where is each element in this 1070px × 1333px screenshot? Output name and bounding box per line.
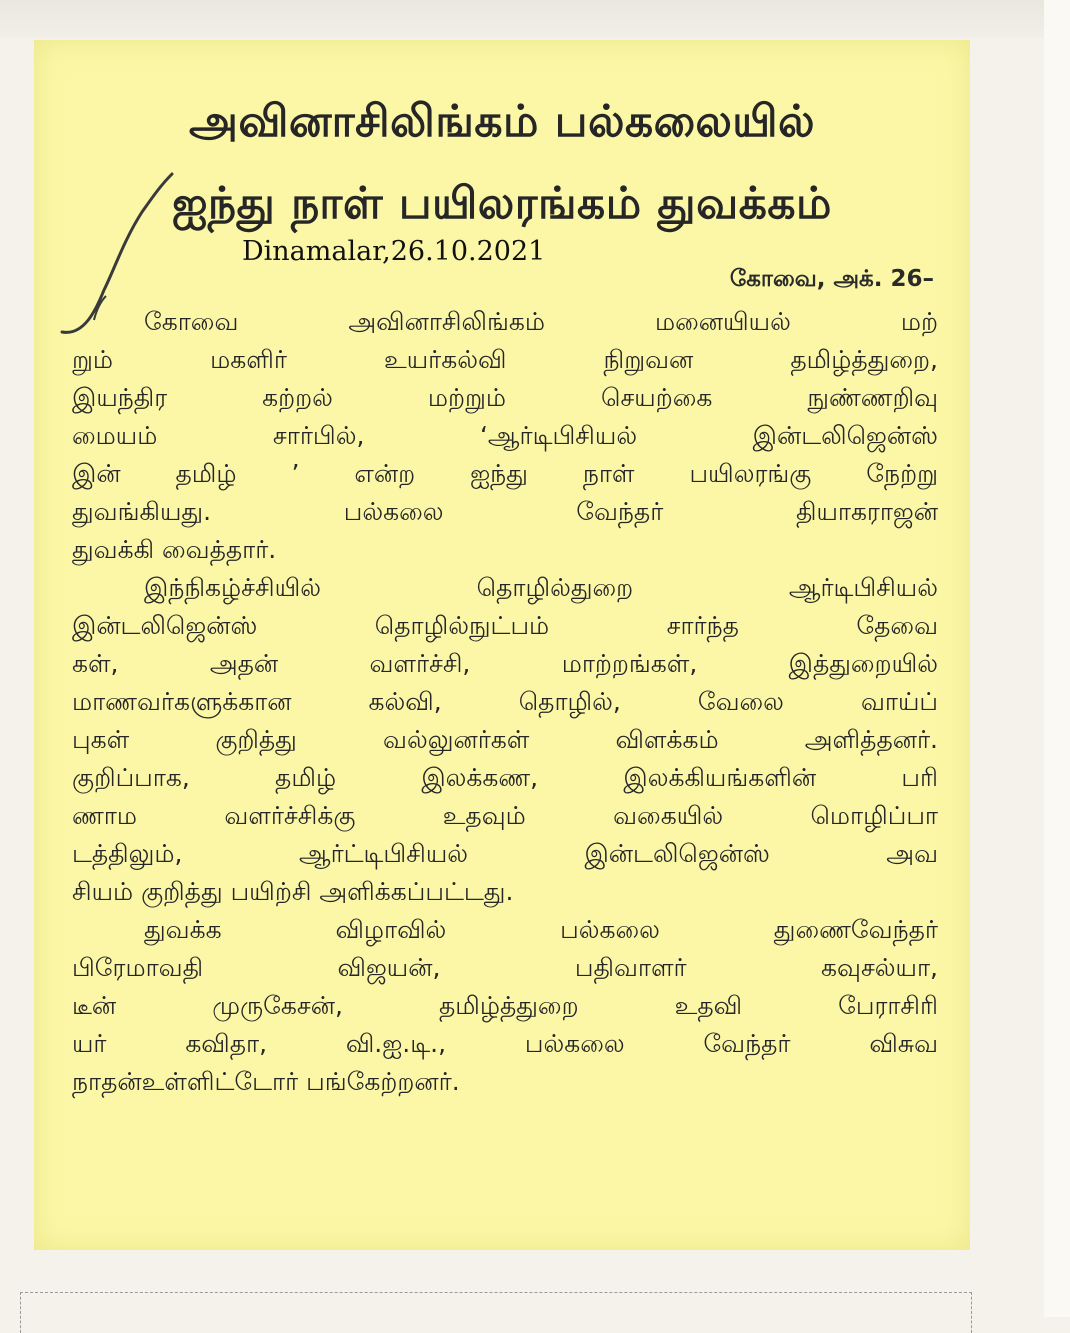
body-line: கோவை அவினாசிலிங்கம் மனையியல் மற் <box>144 307 938 336</box>
dateline: கோவை, அக். 26– <box>729 266 934 292</box>
page-top-strip <box>0 0 1070 38</box>
body-line: நாதன்உள்ளிட்டோர் பங்கேற்றனர். <box>72 1067 460 1096</box>
body-line: மாணவர்களுக்கான கல்வி, தொழில், வேலை வாய்ப் <box>72 687 938 716</box>
body-line: யர் கவிதா, வி.ஐ.டி., பல்கலை வேந்தர் விசுவ <box>72 1029 938 1058</box>
newspaper-clipping <box>34 40 970 1250</box>
page-edge <box>1044 0 1070 1317</box>
body-line: பிரேமாவதி விஜயன், பதிவாளர் கவுசல்யா, <box>72 953 938 982</box>
source-date-note: Dinamalar,26.10.2021 <box>242 236 546 267</box>
body-line: இன்டலிஜென்ஸ் தொழில்நுட்பம் சார்ந்த தேவை <box>72 611 938 640</box>
body-line: துவங்கியது. பல்கலை வேந்தர் தியாகராஜன் <box>72 497 938 526</box>
body-line: இந்நிகழ்ச்சியில் தொழில்துறை ஆர்டிபிசியல் <box>144 573 938 602</box>
body-line: ணாம வளர்ச்சிக்கு உதவும் வகையில் மொழிப்பா <box>72 801 938 830</box>
body-line: றும் மகளிர் உயர்கல்வி நிறுவன தமிழ்த்துறை, <box>72 345 938 374</box>
body-line: இயந்திர கற்றல் மற்றும் செயற்கை நுண்ணறிவு <box>72 383 938 412</box>
headline-line-2: ஐந்து நாள் பயிலரங்கம் துவக்கம் <box>172 178 832 229</box>
headline-line-1: அவினாசிலிங்கம் பல்கலையில் <box>188 96 816 147</box>
body-line: துவக்க விழாவில் பல்கலை துணைவேந்தர் <box>144 915 938 944</box>
body-line: இன் தமிழ் ’ என்ற ஐந்து நாள் பயிலரங்கு நேற்று <box>72 459 938 488</box>
body-line: டத்திலும், ஆர்ட்டிபிசியல் இன்டலிஜென்ஸ் அவ <box>72 839 938 868</box>
body-line: சியம் குறித்து பயிற்சி அளிக்கப்பட்டது. <box>72 877 514 906</box>
body-line: குறிப்பாக, தமிழ் இலக்கண, இலக்கியங்களின் பரி <box>72 763 938 792</box>
body-line: கள், அதன் வளர்ச்சி, மாற்றங்கள், இத்துறையில் <box>72 649 938 678</box>
body-line: துவக்கி வைத்தார். <box>72 535 277 564</box>
body-line: மையம் சார்பில், ‘ஆர்டிபிசியல் இன்டலிஜென்ஸ் <box>72 421 938 450</box>
adjacent-article-border <box>20 1292 972 1333</box>
body-line: டீன் முருகேசன், தமிழ்த்துறை உதவி பேராசிரி <box>72 991 938 1020</box>
body-line: புகள் குறித்து வல்லுனர்கள் விளக்கம் அளித்தனர். <box>72 725 938 754</box>
